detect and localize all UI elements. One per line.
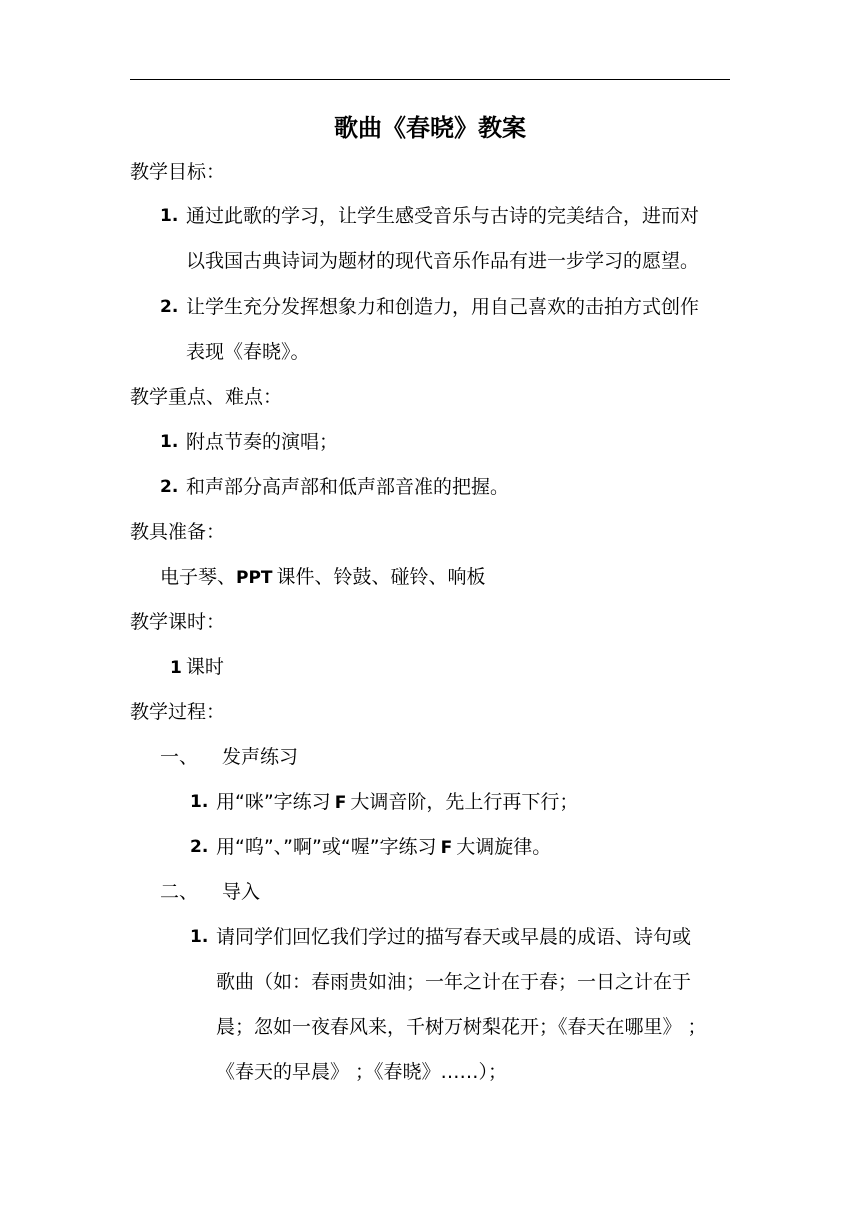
keypoints-item2-number: 2.	[160, 477, 179, 497]
objectives-item2-line2: 表现《春晓》。	[186, 341, 310, 363]
materials-text-post: 课件、铃鼓、碰铃、响板	[276, 566, 486, 588]
process-part2-item1-line2: 歌曲（如：春雨贵如油；一年之计在于春；一日之计在于	[216, 971, 692, 993]
process-part2-item1-line1: 请同学们回忆我们学过的描写春天或早晨的成语、诗句或	[216, 926, 692, 948]
process-heading: 教学过程：	[130, 701, 226, 723]
materials-text-ppt: PPT	[236, 568, 273, 588]
objectives-item1-number: 1.	[160, 206, 179, 226]
process-part1-item1-number: 1.	[190, 792, 209, 812]
process-part1-item1-key: F	[334, 793, 347, 813]
process-part1-label: 发声练习	[222, 746, 299, 768]
keypoints-heading: 教学重点、难点：	[130, 386, 283, 408]
process-part1-item1-post: 大调音阶，先上行再下行；	[350, 791, 579, 813]
process-part1-item2-key: F	[440, 838, 453, 858]
materials-heading: 教具准备：	[130, 521, 226, 543]
process-part2-item1-number: 1.	[190, 927, 209, 947]
process-part1-item1-pre: 用“咪”字练习	[216, 791, 331, 813]
process-part2-marker: 二、	[160, 881, 199, 903]
process-part2-item1-line3: 晨；忽如一夜春风来，千树万树梨花开；《春天在哪里》 ；	[216, 1016, 707, 1038]
materials-text	[160, 562, 486, 593]
header-rule	[130, 79, 730, 80]
keypoints-item1-text: 附点节奏的演唱；	[186, 431, 339, 453]
process-part1-item1-text	[216, 787, 578, 818]
objectives-heading: 教学目标：	[130, 161, 226, 183]
objectives-item2-number: 2.	[160, 297, 179, 317]
process-part1-marker: 一、	[160, 746, 199, 768]
materials-text-pre: 电子琴、	[160, 566, 237, 588]
periods-number: 1	[170, 658, 182, 678]
process-part1-item2-pre: 用“呜”、”啊”或“喔”字练习	[216, 836, 437, 858]
process-part1-item2-number: 2.	[190, 837, 209, 857]
periods-unit: 课时	[185, 656, 224, 678]
objectives-item1-line1: 通过此歌的学习，让学生感受音乐与古诗的完美结合，进而对	[186, 205, 700, 227]
keypoints-item2-text: 和声部分高声部和低声部音准的把握。	[186, 476, 510, 498]
process-part1-item2-post: 大调旋律。	[456, 836, 552, 858]
periods-text	[170, 652, 224, 683]
periods-heading: 教学课时：	[130, 611, 226, 633]
page-title: 歌曲《春晓》教案	[334, 114, 526, 142]
objectives-item2-line1: 让学生充分发挥想象力和创造力，用自己喜欢的击拍方式创作	[186, 296, 700, 318]
process-part2-label: 导入	[222, 881, 261, 903]
process-part2-item1-line4: 《春天的早晨》 ；《春晓》……）；	[216, 1061, 508, 1083]
objectives-item1-line2: 以我国古典诗词为题材的现代音乐作品有进一步学习的愿望。	[186, 250, 700, 272]
keypoints-item1-number: 1.	[160, 432, 179, 452]
process-part1-item2-text	[216, 832, 551, 863]
